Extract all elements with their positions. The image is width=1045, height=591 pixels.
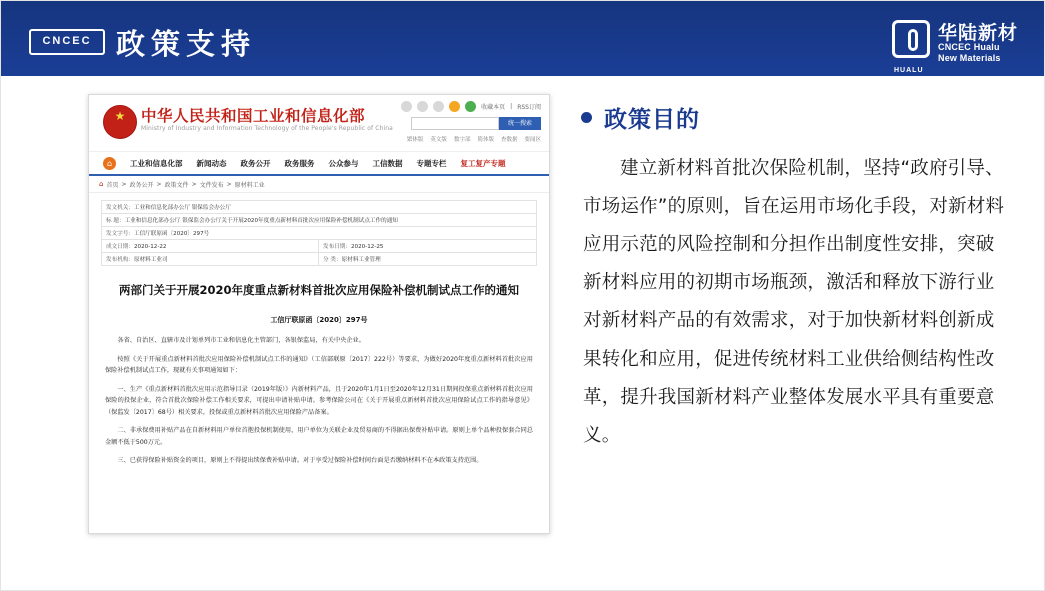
breadcrumb-4[interactable]: 原材料工业 — [234, 181, 265, 189]
nav-item-6[interactable]: 专题专栏 — [416, 158, 447, 168]
meta-value: 原材料工业司 — [133, 257, 168, 263]
document-paragraph: 二、非承保费用补贴产品在自新材料用户单位首抱投保机制使用，用户单位为关联企业及贸易商的不得据出保费补贴申请。原则上单个品种投保套合同总金额不低于500万元。 — [105, 427, 533, 446]
section-body: 建立新材料首批次保险机制，坚持“政府引导、市场运作”的原则，旨在运用市场化手段，对新材料应用示范的风险控制和分担作出制度性安排，突破新材料应用的初期市场瓶颈，激活和释放下游行业对新材料产品的有效需求，对于加快新材料创新成果转化和应用，促进传统材料工业供给侧结构性改革，提升我国新材料产业整体发展水平具有重要意义。 — [583, 158, 1005, 446]
meta-cell — [102, 240, 319, 252]
breadcrumb-3[interactable]: 文件发布 — [199, 181, 224, 189]
meta-value: 2020-12-25 — [350, 244, 384, 250]
accessibility-icon[interactable] — [401, 101, 412, 112]
document-screenshot — [88, 94, 550, 534]
breadcrumb-sep-0: > — [121, 180, 127, 188]
meta-cell — [102, 201, 536, 213]
hualu-mark-label: HUALU — [894, 67, 924, 74]
subtool-5[interactable]: 要闻区 — [524, 137, 541, 143]
gov-site-header — [89, 95, 549, 152]
meta-cell — [319, 240, 536, 252]
cncec-logo: CNCEC — [29, 29, 105, 55]
meta-label: 发文机关： — [106, 205, 134, 211]
meta-cell — [102, 227, 536, 239]
breadcrumb-0[interactable]: 首页 — [106, 181, 119, 189]
site-navigation — [89, 152, 549, 176]
national-emblem-icon — [103, 105, 137, 139]
meta-label: 分 类： — [323, 257, 342, 263]
corporate-name-en-1: CNCEC Hualu — [938, 42, 1000, 52]
breadcrumb-sep-3: > — [226, 180, 232, 188]
search-input[interactable] — [411, 117, 499, 130]
search-button[interactable]: 统一搜索 — [499, 117, 541, 130]
meta-label: 发文字号： — [106, 231, 134, 237]
meta-cell — [319, 253, 536, 265]
meta-value: 工业和信息化部办公厅 银保监会办公厅 — [133, 205, 231, 211]
meta-label: 发布日期： — [323, 244, 351, 250]
breadcrumb-sep-2: > — [191, 180, 197, 188]
favorite-link[interactable]: 收藏本页 — [481, 104, 506, 111]
document-title: 两部门关于开展2020年度重点新材料首批次应用保险补偿机制试点工作的通知 — [118, 283, 519, 297]
subtool-2[interactable]: 数字部 — [453, 137, 471, 143]
wechat-icon[interactable] — [465, 101, 476, 112]
nav-item-1[interactable]: 新闻动态 — [196, 158, 227, 168]
subtool-4[interactable]: 查数据 — [500, 137, 518, 143]
subtool-3[interactable]: 简体版 — [477, 137, 494, 143]
meta-value: 2020-12-22 — [133, 244, 167, 250]
meta-value: 原材料工业管理 — [341, 257, 381, 263]
table-row — [102, 227, 536, 240]
meta-label: 标 题： — [106, 218, 125, 224]
gov-site-name: 中华人民共和国工业和信息化部 — [141, 107, 366, 125]
corporate-name-en-2: New Materials — [938, 53, 1001, 63]
header-bar — [1, 1, 1045, 76]
hualu-mark-icon — [892, 20, 930, 58]
nav-item-2[interactable]: 政务公开 — [240, 158, 271, 168]
corporate-name-cn: 华陆新材 — [938, 22, 1019, 44]
table-row — [102, 201, 536, 214]
nav-item-4[interactable]: 公众参与 — [328, 158, 359, 168]
globe-icon[interactable]: ⌂ — [103, 157, 116, 170]
breadcrumb-sep-1: > — [156, 180, 162, 188]
table-row — [102, 240, 536, 253]
rss-link[interactable]: RSS订阅 — [517, 104, 541, 111]
document-body — [105, 335, 533, 466]
meta-value: 工信厅联原函〔2020〕297号 — [133, 231, 210, 237]
policy-purpose-section — [581, 101, 1011, 455]
nav-item-3[interactable]: 政务服务 — [284, 158, 315, 168]
mail-icon[interactable] — [433, 101, 444, 112]
corporate-logo — [892, 18, 1022, 74]
meta-cell — [102, 214, 536, 226]
gov-site-name-en: Ministry of Industry and Information Technology of the People's Republic of China — [141, 125, 393, 132]
toolbar-sep: | — [510, 103, 513, 110]
nav-item-7[interactable]: 复工复产专题 — [460, 158, 506, 168]
section-heading — [581, 101, 1011, 134]
site-search — [411, 117, 541, 130]
subtool-1[interactable]: 英文版 — [430, 137, 447, 143]
table-row — [102, 214, 536, 227]
section-title: 政策目的 — [604, 107, 700, 133]
document-meta-table — [101, 200, 537, 266]
nav-item-5[interactable]: 工信数据 — [372, 158, 403, 168]
table-row — [102, 253, 536, 266]
breadcrumb-1[interactable]: 政务公开 — [129, 181, 154, 189]
weibo-icon[interactable] — [449, 101, 460, 112]
home-icon[interactable]: ⌂ — [99, 180, 104, 188]
site-toolbar — [401, 101, 541, 112]
document-paragraph: 一、生产《重点新材料首批次应用示范指导目录（2019年版）》内新材料产品，且于2020年1月1日至2020年12月31日期间投保重点新材料首批次应用保险的投保企业，符合首批次保险补偿工作相关要求，可提出申请补贴申请。参考保险公司在《关于开展重点新材料首批次应用保险试点工作的指导意见》（保监发〔2017〕68号）相关要求，投保或重点新材料首批次应用保险产品备案。 — [105, 385, 533, 416]
page-title: 政策支持 — [116, 27, 257, 61]
nav-item-0[interactable]: 工业和信息化部 — [130, 158, 183, 168]
document-paragraph: 按照《关于开展重点新材料首批次应用保险补偿机制试点工作的通知》（工信部联原〔2017〕222号）等要求，为做好2020年度重点新材料首批次应用保险补偿机制试点工作，现就有关事项通知如下： — [105, 355, 533, 375]
meta-cell — [102, 253, 319, 265]
subtool-0[interactable]: 繁体版 — [406, 137, 424, 143]
breadcrumb-2[interactable]: 政策文件 — [164, 181, 189, 189]
document-paragraph: 三、已获得保险补贴资金的项目，原则上不得提出续保费补贴申请。对于享受过保险补偿时间台面是否缴纳材料不在本政策支持范围。 — [117, 457, 483, 464]
breadcrumb — [89, 176, 549, 193]
mobile-icon[interactable] — [417, 101, 428, 112]
meta-label: 发布机构： — [106, 257, 134, 263]
document-number: 工信厅联原函〔2020〕297号 — [270, 316, 368, 325]
site-subtoolbar — [407, 135, 541, 143]
bullet-icon — [581, 112, 592, 123]
document-paragraph: 各省、自治区、直辖市及计划单列市工业和信息化主管部门，各银保监局，有关中央企业。 — [117, 337, 365, 345]
meta-value: 工业和信息化部办公厅 银保监会办公厅关于开展2020年度重点新材料首批次应用保险补偿机制试点工作的通知 — [124, 218, 398, 224]
meta-label: 成文日期： — [106, 244, 134, 250]
